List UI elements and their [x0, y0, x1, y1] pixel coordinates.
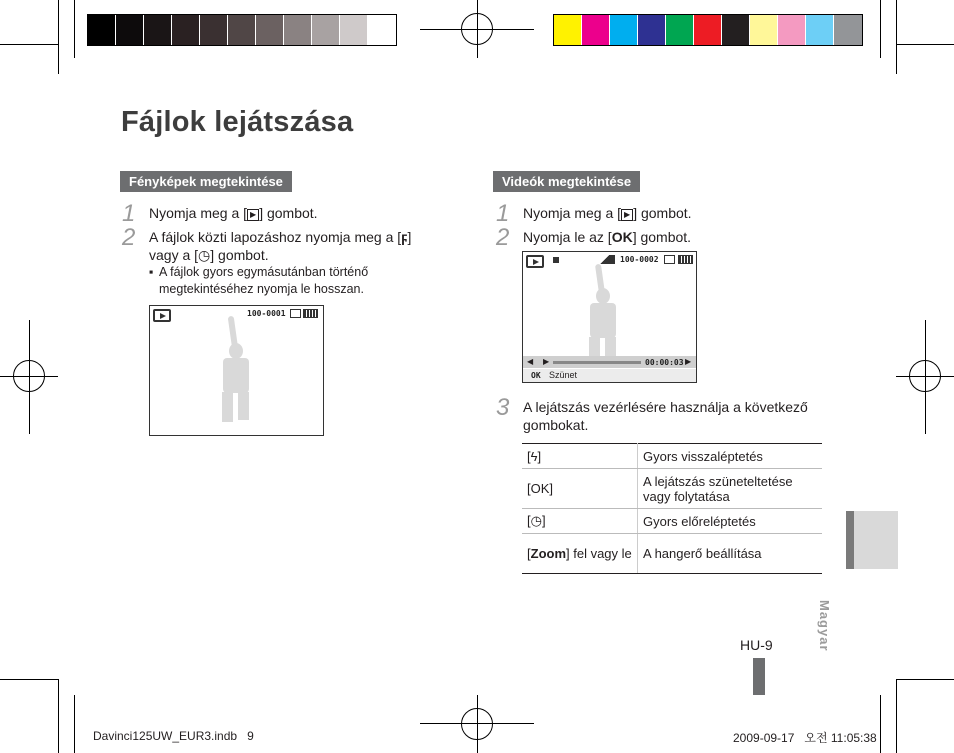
- pause-icon[interactable]: ▶: [543, 357, 550, 366]
- person-leg-right: [605, 337, 616, 357]
- step-text-start: A fájlok közti lapozáshoz nyomja meg a [: [149, 229, 402, 245]
- calibration-swatch: [694, 15, 722, 45]
- crop-mark: [74, 695, 75, 753]
- key-cell-rest: ] fel vagy le: [566, 546, 632, 561]
- step-number: 2: [122, 224, 136, 251]
- calibration-swatch: [750, 15, 778, 45]
- person-arm: [228, 316, 239, 351]
- camera-screen-video: [522, 251, 697, 383]
- section-heading-videos: Videók megtekintése: [493, 171, 640, 192]
- calibration-swatch: [666, 15, 694, 45]
- calibration-swatch: [116, 15, 144, 45]
- registration-mark: [909, 360, 941, 392]
- crop-mark: [58, 0, 59, 74]
- step-text: [523, 228, 691, 246]
- movie-icon: [553, 257, 559, 263]
- playback-controls-table: [522, 443, 822, 574]
- step-text-start: Nyomja meg a [: [149, 205, 248, 221]
- crop-mark: [58, 679, 59, 753]
- play-icon: ▶: [247, 209, 259, 221]
- page-number: HU-9: [740, 637, 773, 653]
- playback-mode-icon: [526, 255, 544, 268]
- page-title: Fájlok lejátszása: [121, 106, 354, 138]
- file-number: 100-0002: [620, 255, 659, 264]
- calibration-swatch: [638, 15, 666, 45]
- person-leg-right: [238, 392, 249, 420]
- step-text-end: ] gombot.: [210, 247, 269, 263]
- fast-forward-icon[interactable]: ▶: [685, 357, 692, 366]
- pause-label: Szünet: [549, 370, 578, 380]
- step-number: 1: [122, 200, 136, 227]
- flash-icon: ϝ: [401, 229, 408, 245]
- step-text: [149, 204, 318, 222]
- step-number: 2: [496, 224, 510, 251]
- camera-screen-photo: [149, 305, 324, 436]
- step-text-start: Nyomja meg a [: [523, 205, 622, 221]
- bullet-note: A fájlok gyors egymásutánban történő megtekintéséhez nyomja le hosszan.: [159, 265, 369, 296]
- step-text: [523, 204, 692, 222]
- step-text-start: vagy a [: [149, 247, 199, 263]
- calibration-swatch: [200, 15, 228, 45]
- language-tab-label: Magyar: [817, 600, 832, 652]
- calibration-swatch: [554, 15, 582, 45]
- calibration-swatch: [172, 15, 200, 45]
- table-row: [522, 509, 822, 534]
- person-leg-left: [589, 337, 600, 357]
- step-text-start: Nyomja le az [: [523, 229, 612, 245]
- ok-button-hint: OK: [531, 371, 541, 380]
- table-row: [522, 469, 822, 509]
- step-text: [149, 228, 449, 264]
- calibration-swatch: [834, 15, 862, 45]
- crop-mark: [0, 679, 58, 680]
- step-text-end: ] gombot.: [633, 205, 692, 221]
- file-number: 100-0001: [247, 309, 286, 318]
- memory-icon: [664, 255, 675, 264]
- crop-mark: [880, 0, 881, 58]
- calibration-swatch: [778, 15, 806, 45]
- volume-icon: [595, 255, 615, 264]
- key-cell: [OK]: [522, 469, 638, 509]
- key-cell: [◷]: [522, 509, 638, 534]
- crop-mark: [74, 0, 75, 58]
- rewind-icon[interactable]: ◀: [527, 357, 534, 366]
- calibration-swatch: [806, 15, 834, 45]
- color-calibration-bar: [553, 14, 863, 46]
- desc-cell: A hangerő beállítása: [638, 534, 823, 574]
- key-cell: [ϟ]: [522, 444, 638, 469]
- calibration-swatch: [228, 15, 256, 45]
- person-leg-left: [222, 392, 233, 422]
- step-text-end: ] gombot.: [632, 229, 692, 245]
- calibration-swatch: [312, 15, 340, 45]
- play-icon: ▶: [621, 209, 633, 221]
- crop-mark: [896, 679, 954, 680]
- language-tab-edge: [846, 511, 854, 569]
- key-cell: [Zoom] fel vagy le: [522, 534, 638, 574]
- page-number-bar: [753, 658, 765, 695]
- battery-icon: [678, 255, 693, 264]
- ok-key: OK: [611, 229, 633, 245]
- playback-mode-icon: [153, 309, 171, 322]
- step-text-end: ]: [407, 229, 412, 245]
- calibration-swatch: [610, 15, 638, 45]
- grayscale-calibration-bar: [87, 14, 397, 46]
- desc-cell: A lejátszás szüneteltetése vagy folytatása: [638, 469, 823, 509]
- calibration-swatch: [144, 15, 172, 45]
- calibration-swatch: [722, 15, 750, 45]
- footer-timestamp: 2009-09-17 오전 11:05:38: [733, 731, 877, 745]
- timer-icon: ◷: [198, 247, 211, 263]
- calibration-swatch: [88, 15, 116, 45]
- calibration-swatch: [284, 15, 312, 45]
- crop-mark: [896, 679, 897, 753]
- bullet-marker: ▪: [149, 265, 154, 279]
- person-body: [590, 303, 616, 338]
- footer-file-info: Davinci125UW_EUR3.indb 9: [93, 729, 254, 743]
- registration-mark: [461, 13, 493, 45]
- calibration-swatch: [368, 15, 396, 45]
- desc-cell: Gyors visszaléptetés: [638, 444, 823, 469]
- calibration-swatch: [582, 15, 610, 45]
- crop-mark: [880, 695, 881, 753]
- step-text: A lejátszás vezérlésére használja a következő gombokat.: [523, 399, 808, 433]
- calibration-swatch: [256, 15, 284, 45]
- step-number: 1: [496, 200, 510, 227]
- crop-mark: [0, 44, 58, 45]
- table-row: [522, 534, 822, 574]
- playback-time: 00:00:03: [645, 358, 684, 367]
- person-arm: [595, 264, 605, 295]
- person-body: [223, 358, 249, 393]
- step-number: 3: [496, 394, 510, 421]
- calibration-swatch: [340, 15, 368, 45]
- battery-icon: [303, 309, 318, 318]
- registration-mark: [461, 708, 493, 740]
- step-text-end: ] gombot.: [259, 205, 318, 221]
- zoom-key: Zoom: [530, 546, 567, 561]
- section-heading-photos: Fényképek megtekintése: [120, 171, 292, 192]
- desc-cell: Gyors előreléptetés: [638, 509, 823, 534]
- registration-mark: [13, 360, 45, 392]
- table-row: [522, 444, 822, 469]
- memory-icon: [290, 309, 301, 318]
- crop-mark: [896, 0, 897, 74]
- progress-track: [553, 361, 641, 364]
- crop-mark: [896, 44, 954, 45]
